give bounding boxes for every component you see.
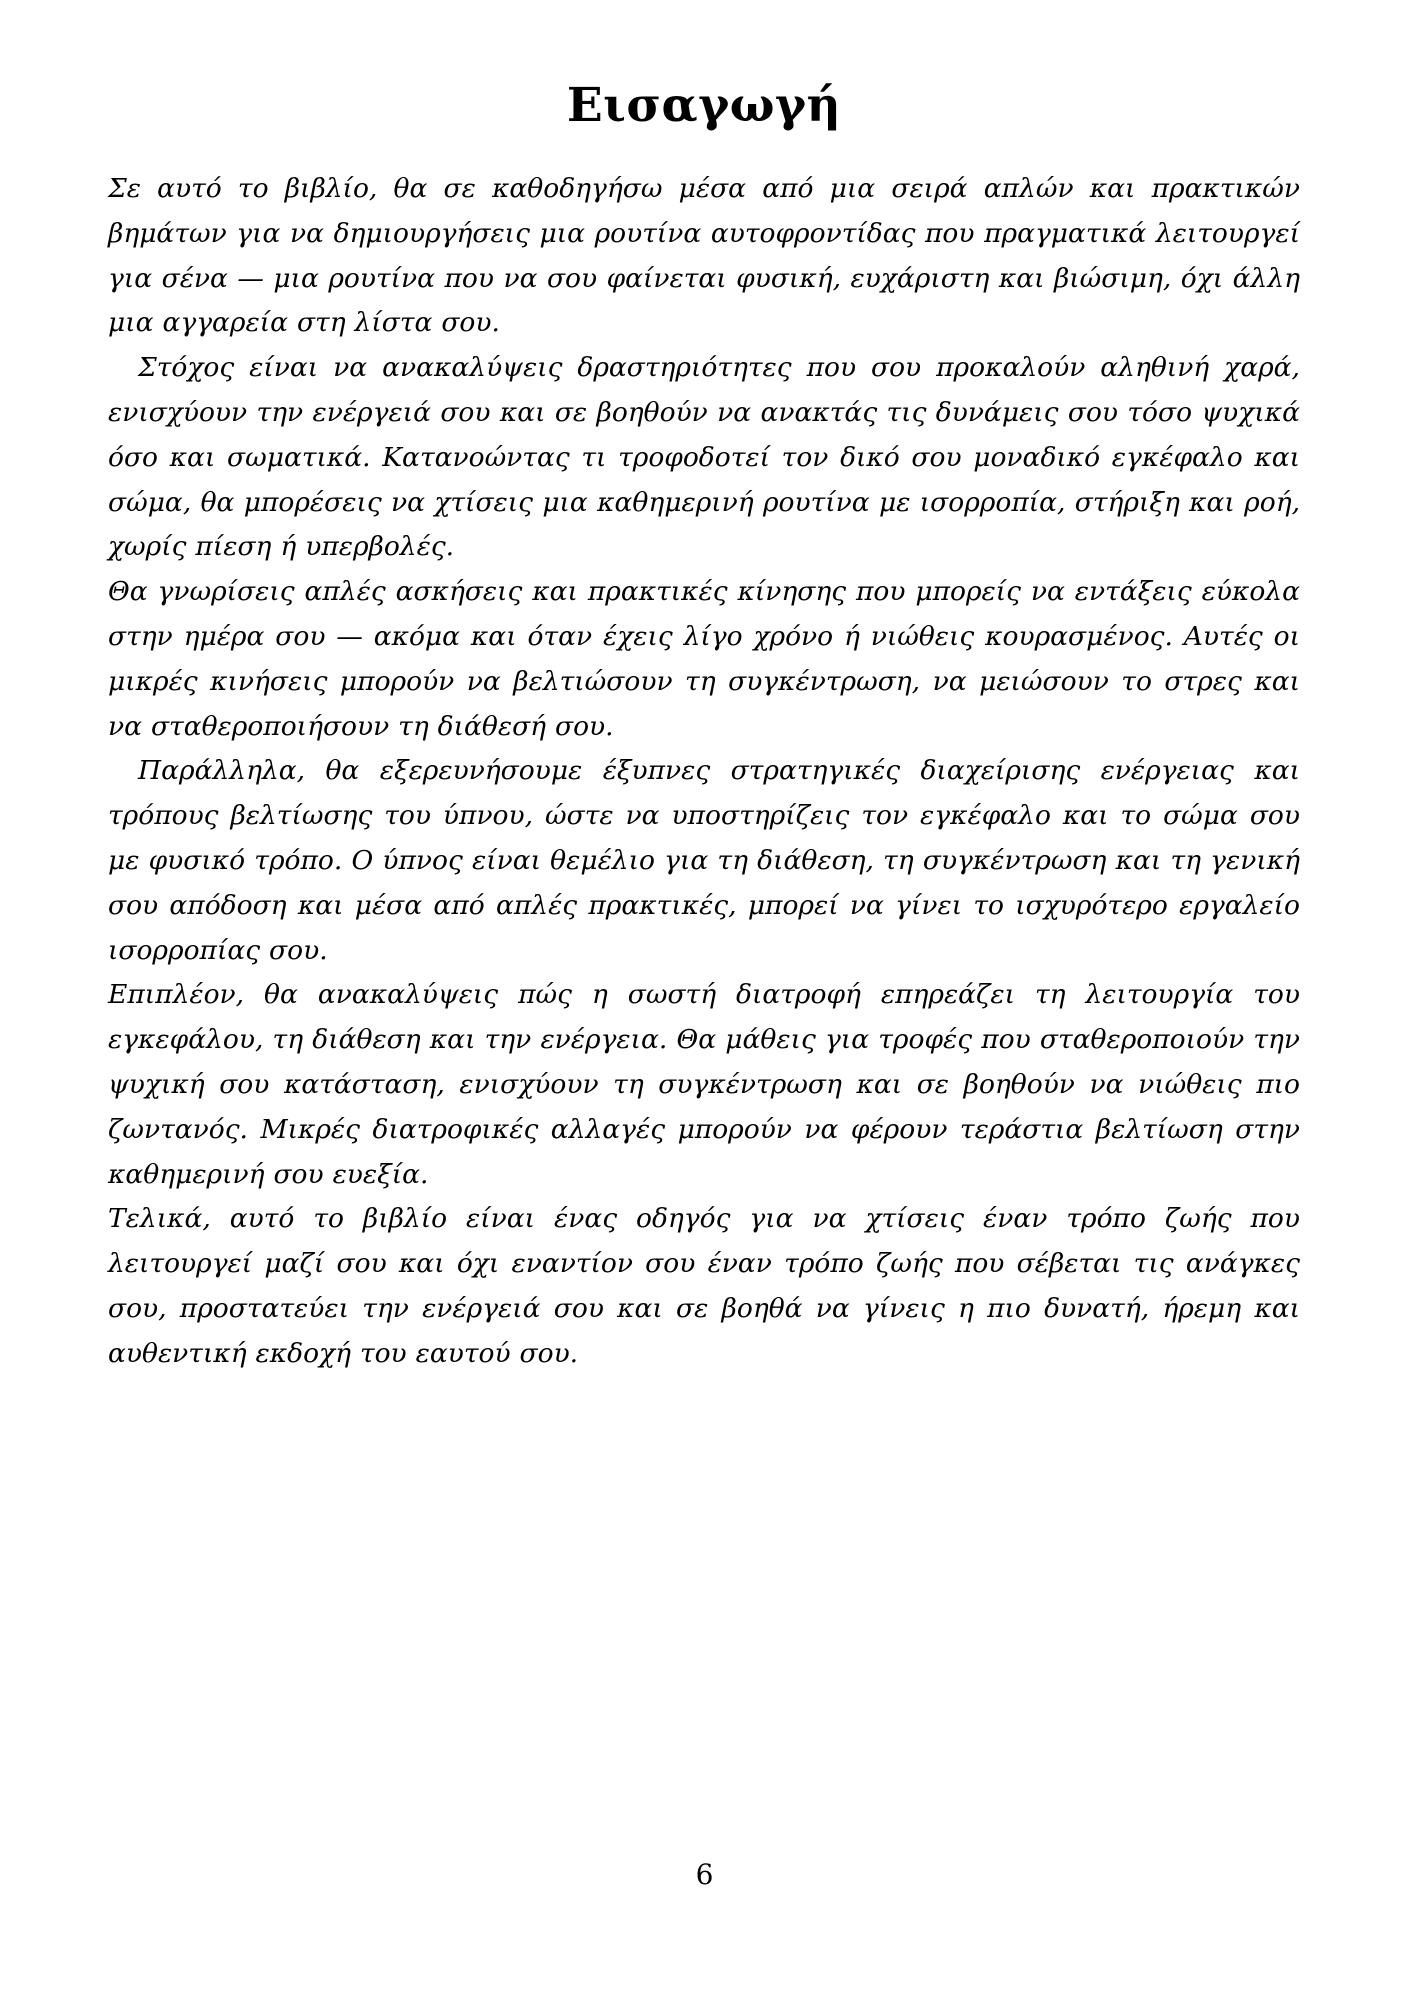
paragraph-nutrition: Επιπλέον, θα ανακαλύψεις πώς η σωστή διατροφή επηρεάζει τη λειτουργία του εγκεφάλου, τη διάθεση και την ενέργεια. Θα μάθεις για τροφές που σταθεροποιούν την ψυχική σου κατάσταση, ενισχύουν τη συγκέντρωση και σε βοηθούν να νιώθεις πιο ζωντανός. Μικρές διατροφικές αλλαγές μπορούν να φέρουν τεράστια βελτίωση στην καθημερινή σου ευεξία.: [108, 979, 1300, 1190]
paragraph-energy-and-sleep: Παράλληλα, θα εξερευνήσουμε έξυπνες στρατηγικές διαχείρισης ενέργειας και τρόπους βελτίωσης του ύπνου, ώστε να υποστηρίζεις τον εγκέφαλο και το σώμα σου με φυσικό τρόπο. Ο ύπνος είναι θεμέλιο για τη διάθεση, τη συγκέντρωση και τη γενική σου απόδοση και μέσα από απλές πρακτικές, μπορεί να γίνει το ισχυρότερο εργαλείο ισορροπίας σου.: [108, 755, 1300, 966]
paragraph-movement-practices: Θα γνωρίσεις απλές ασκήσεις και πρακτικές κίνησης που μπορείς να εντάξεις εύκολα στην ημέρα σου — ακόμα και όταν έχεις λίγο χρόνο ή νιώθεις κουρασμένος. Αυτές οι μικρές κινήσεις μπορούν να βελτιώσουν τη συγκέντρωση, να μειώσουν το στρες και να σταθεροποιήσουν τη διάθεσή σου.: [108, 576, 1300, 742]
page-content: [108, 0, 1300, 1377]
page-number: 6: [695, 1858, 714, 1891]
paragraph-intro-purpose: Σε αυτό το βιβλίο, θα σε καθοδηγήσω μέσα από μια σειρά απλών και πρακτικών βημάτων για να δημιουργήσεις μια ρουτίνα αυτοφροντίδας που πραγματικά λειτουργεί για σένα — μια ρουτίνα που να σου φαίνεται φυσική, ευχάριστη και βιώσιμη, όχι άλλη μια αγγαρεία στη λίστα σου.: [108, 173, 1300, 339]
page-title: Εισαγωγή: [566, 78, 842, 133]
paragraph-goal-discovery: Στόχος είναι να ανακαλύψεις δραστηριότητες που σου προκαλούν αληθινή χαρά, ενισχύουν την ενέργειά σου και σε βοηθούν να ανακτάς τις δυνάμεις σου τόσο ψυχικά όσο και σωματικά. Κατανοώντας τι τροφοδοτεί τον δικό σου μοναδικό εγκέφαλο και σώμα, θα μπορέσεις να χτίσεις μια καθημερινή ρουτίνα με ισορροπία, στήριξη και ροή, χωρίς πίεση ή υπερβολές.: [108, 352, 1300, 563]
paragraph-closing: Τελικά, αυτό το βιβλίο είναι ένας οδηγός για να χτίσεις έναν τρόπο ζωής που λειτουργεί μαζί σου και όχι εναντίον σου έναν τρόπο ζωής που σέβεται τις ανάγκες σου, προστατεύει την ενέργειά σου και σε βοηθά να γίνεις η πιο δυνατή, ήρεμη και αυθεντική εκδοχή του εαυτού σου.: [108, 1203, 1300, 1369]
body-text: [108, 129, 1300, 1377]
